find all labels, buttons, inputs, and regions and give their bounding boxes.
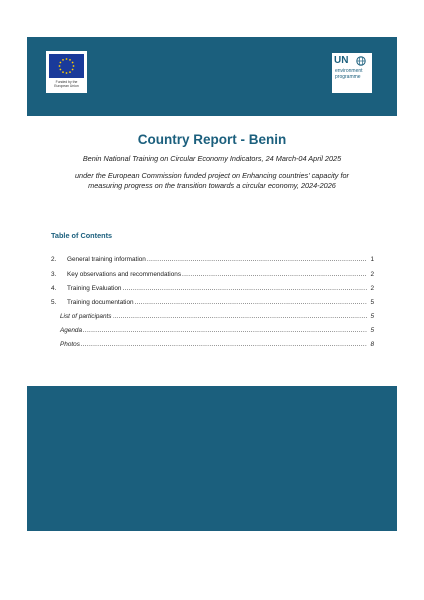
toc-entry-label: Agenda — [60, 327, 83, 334]
project-description: under the European Commission funded project on Enhancing countries' capacity for measuring progress on the transition towards a circular economy, 2024-2026 — [75, 171, 349, 190]
un-logo-mark: UN — [334, 55, 349, 66]
un-logo-caption: environment programme — [335, 68, 363, 80]
toc-entry-page: 8 — [370, 341, 374, 348]
eu-flag-icon — [49, 54, 84, 78]
toc-entry-page: 2 — [370, 271, 374, 278]
toc-entry-label: Training documentation — [67, 299, 134, 306]
toc-leader-dots — [135, 299, 367, 306]
toc-entry-page: 5 — [370, 313, 374, 320]
toc-entry-page: 5 — [370, 327, 374, 334]
top-banner — [27, 37, 397, 116]
toc-entry[interactable] — [51, 299, 374, 306]
toc-subentry[interactable] — [60, 341, 374, 348]
toc-subentry[interactable] — [60, 327, 374, 334]
toc-entry[interactable] — [51, 256, 374, 263]
toc-entry-number: 4. — [51, 285, 57, 292]
report-subtitle: Benin National Training on Circular Economy Indicators, 24 March-04 April 2025 — [82, 154, 342, 163]
toc-entry-number: 5. — [51, 299, 57, 306]
toc-entry-label: Key observations and recommendations — [67, 271, 182, 278]
toc-leader-dots — [122, 285, 367, 292]
globe-icon — [356, 56, 366, 66]
toc-entry-number: 3. — [51, 271, 57, 278]
bottom-banner — [27, 386, 397, 531]
toc-leader-dots — [83, 327, 367, 334]
toc-entry-label: Photos — [60, 341, 80, 348]
toc-entry-page: 1 — [370, 256, 374, 263]
eu-logo — [46, 51, 87, 93]
toc-leader-dots — [147, 256, 367, 263]
toc-entry-label: General training information — [67, 256, 146, 263]
toc-entry-label: List of participants — [60, 313, 112, 320]
toc-leader-dots — [113, 313, 367, 320]
toc-entry-page: 2 — [370, 285, 374, 292]
toc-entry-number: 2. — [51, 256, 57, 263]
toc-leader-dots — [81, 341, 367, 348]
toc-heading: Table of Contents — [51, 231, 113, 240]
eu-logo-caption: Funded by the European Union — [54, 80, 79, 88]
toc-entry[interactable] — [51, 285, 374, 292]
toc-entry-label: Training Evaluation — [67, 285, 122, 292]
toc-entry[interactable] — [51, 271, 374, 278]
toc-entry-page: 5 — [370, 299, 374, 306]
report-title: Country Report - Benin — [137, 132, 287, 147]
toc-subentry[interactable] — [60, 313, 374, 320]
unep-logo — [332, 53, 372, 93]
toc-leader-dots — [182, 271, 367, 278]
